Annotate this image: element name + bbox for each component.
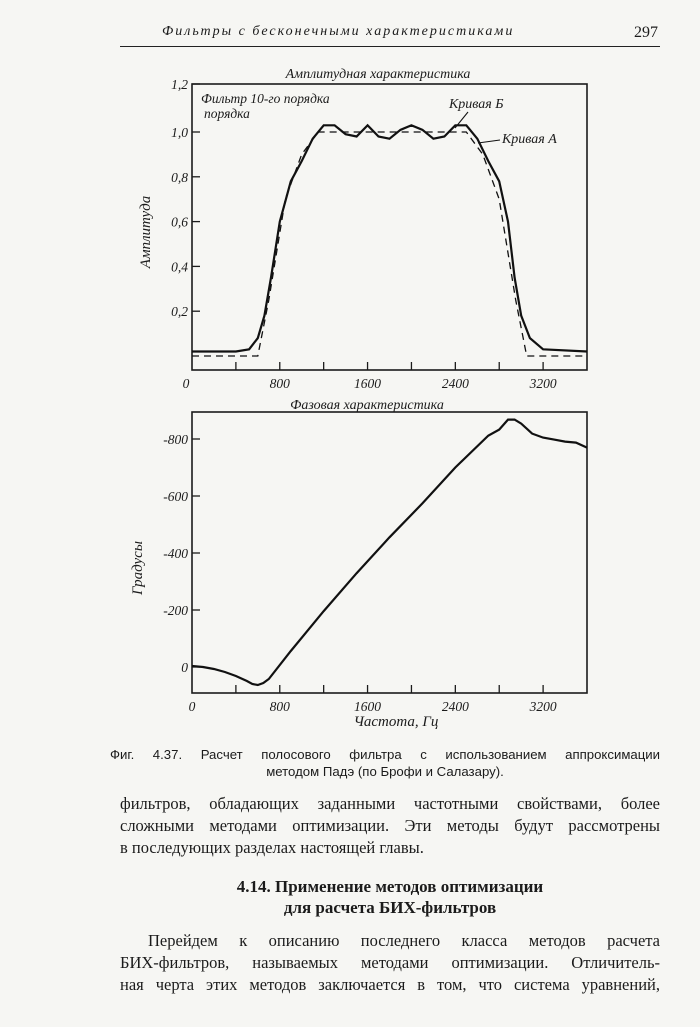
filter-order-label-2: порядка xyxy=(204,106,250,121)
chart-title: Амплитудная характеристика xyxy=(285,67,471,82)
caption-line-2: методом Падэ (по Брофи и Салазару). xyxy=(266,764,504,779)
x-tick-label: 1600 xyxy=(354,699,382,714)
phase-chart xyxy=(0,395,700,740)
paragraph-line: ная черта этих методов заключается в том, что система уравнений, xyxy=(120,975,660,994)
x-tick-label: 1600 xyxy=(354,376,382,391)
curve-a-label: Кривая А xyxy=(502,132,557,147)
x-axis-label: Частота, Гц xyxy=(353,714,439,730)
y-tick-label: 0,6 xyxy=(171,214,188,230)
x-tick-label: 2400 xyxy=(441,376,469,391)
paragraph-line: в последующих разделах настоящей главы. xyxy=(120,838,424,857)
plot-frame xyxy=(192,412,587,693)
filter-order-label: Фильтр 10-го порядка xyxy=(201,91,330,106)
page-number: 297 xyxy=(634,24,658,41)
chart-title: Фазовая характеристика xyxy=(290,398,444,413)
x-tick-label: 0 xyxy=(182,376,190,391)
x-tick-label: 3200 xyxy=(529,376,557,391)
x-tick-label: 0 xyxy=(188,699,196,714)
paragraph-1 xyxy=(120,793,660,859)
x-tick-label: 3200 xyxy=(529,699,557,714)
plot-frame xyxy=(192,84,587,370)
paragraph-line: Перейдем к описанию последнего класса методов расчета xyxy=(148,931,660,950)
y-tick-label: 0,4 xyxy=(171,259,188,275)
y-axis-ticks xyxy=(163,432,200,675)
running-header xyxy=(120,22,660,46)
x-axis-ticks xyxy=(189,685,557,714)
curve-a-pointer xyxy=(478,140,500,143)
y-tick-label: 1,0 xyxy=(171,125,188,140)
y-tick-label: -800 xyxy=(163,432,188,447)
phase-line xyxy=(192,420,587,685)
y-tick-label: 0 xyxy=(181,660,188,675)
figure-caption xyxy=(110,746,660,780)
x-tick-label: 2400 xyxy=(441,699,469,714)
paragraph-line: БИХ-фильтров, называемых методами оптимизации. Отличитель- xyxy=(120,953,660,972)
y-tick-label: -400 xyxy=(163,546,188,561)
y-tick-label: 1,2 xyxy=(171,77,188,92)
running-title: Фильтры с бесконечными характеристиками xyxy=(162,24,515,39)
x-axis-ticks xyxy=(183,362,557,391)
paragraph-line: фильтров, обладающих заданными частотными свойствами, более xyxy=(120,794,660,813)
y-tick-label: -200 xyxy=(163,603,188,618)
header-rule xyxy=(120,46,660,47)
x-tick-label: 800 xyxy=(269,699,290,714)
y-axis-ticks xyxy=(171,77,200,319)
amplitude-chart xyxy=(0,60,700,405)
y-tick-label: -600 xyxy=(163,489,188,504)
y-axis-label: Амплитуда xyxy=(138,195,154,269)
curve-a-line xyxy=(192,132,587,356)
section-heading-line-1: 4.14. Применение методов оптимизации xyxy=(236,877,544,896)
paragraph-2 xyxy=(120,930,660,996)
x-tick-label: 800 xyxy=(269,376,290,391)
section-heading xyxy=(120,876,660,918)
curve-b-label: Кривая Б xyxy=(449,97,504,112)
section-heading-line-2: для расчета БИХ-фильтров xyxy=(283,898,497,917)
caption-line-1: Фиг. 4.37. Расчет полосового фильтра с использованием аппроксимации xyxy=(110,747,660,762)
y-tick-label: 0,8 xyxy=(171,169,188,185)
y-tick-label: 0,2 xyxy=(171,304,188,320)
curve-b-line xyxy=(192,125,587,351)
paragraph-line: сложными методами оптимизации. Эти методы будут рассмотрены xyxy=(120,816,660,835)
y-axis-label: Градусы xyxy=(130,541,146,595)
